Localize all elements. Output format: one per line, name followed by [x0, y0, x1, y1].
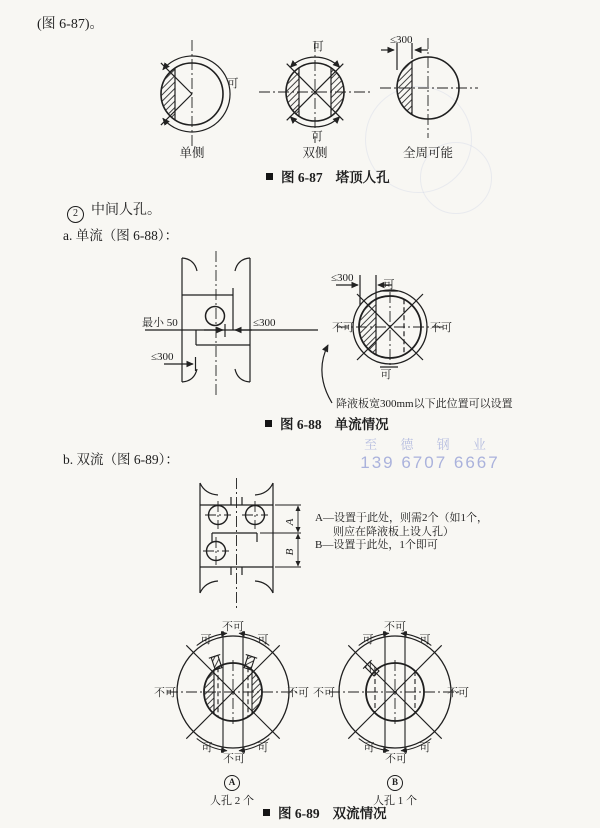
circled-b: B [387, 775, 403, 791]
tray-plan-single-flow [322, 275, 443, 403]
label-not-ok: 不可 [313, 687, 335, 699]
fig88-caption-title: 单流情况 [334, 417, 389, 432]
manhole-plan-full-circumference [380, 38, 478, 138]
fig87-caption-no: 图 6-87 [281, 170, 323, 185]
fig87-caption [266, 166, 390, 186]
label-not-ok: 不可 [287, 687, 309, 699]
fig87-sub-single: 单侧 [179, 146, 205, 160]
fig89-caption-title: 双流情况 [332, 806, 387, 821]
label-ok: 可 [201, 742, 213, 754]
fig89-caption-no: 图 6-89 [278, 806, 320, 821]
label-dim-300: ≤300 [331, 272, 354, 284]
column-elevation-double-flow [200, 478, 301, 610]
fig87-caption-title: 塔顶人孔 [335, 170, 390, 185]
item-a-heading: a. 单流（图 6-88）： [63, 228, 179, 243]
fig87-sub-double: 双侧 [302, 146, 328, 160]
circled-a: A [224, 775, 240, 791]
fig89-legend-a-line1: A—设置于此处，则需2个（如1个， [315, 512, 488, 524]
label-not-ok: 不可 [447, 687, 469, 699]
label-not-ok: 不可 [222, 621, 244, 633]
section-2-title: 中间人孔。 [91, 203, 161, 218]
watermark [360, 434, 500, 473]
fig89-legend-a-line2: 则应在降液板上设人孔） [333, 525, 454, 538]
watermark-line2: 139 6707 6667 [360, 453, 500, 472]
label-ok: 可 [257, 634, 269, 646]
watermark-line1: 至 德 钢 业 [364, 437, 496, 452]
label-ok: 可 [419, 634, 431, 646]
label-ok: 可 [311, 131, 323, 143]
label-dim-300: ≤300 [151, 351, 174, 363]
fig87-sub-full: 全周可能 [402, 146, 454, 160]
manhole-plan-double-side [259, 41, 372, 143]
dim-label-a: A [284, 518, 296, 526]
fig88-note: 降液板宽300mm以下此位置可以设置 [336, 398, 513, 410]
fig-6-88-drawing [140, 245, 500, 415]
label-dim-300: ≤300 [390, 34, 413, 46]
fig89-legend-b: B—设置于此处，1个即可 [315, 539, 438, 551]
label-ok: 可 [419, 742, 431, 754]
intro-text: (图 6-87)。 [37, 17, 104, 32]
label-ok: 可 [380, 369, 392, 381]
label-not-ok: 不可 [154, 687, 176, 699]
dim-label-b: B [284, 548, 296, 556]
label-ok: 可 [227, 78, 239, 90]
item-b-heading: b. 双流（图 6-89）： [63, 452, 179, 467]
label-dim-300: ≤300 [253, 317, 276, 329]
label-min-50: 最小 50 [142, 317, 178, 329]
tray-plan-circle-b [329, 631, 461, 753]
label-not-ok: 不可 [385, 753, 407, 765]
label-not-ok: 不可 [384, 621, 406, 633]
label-not-ok: 不可 [430, 322, 452, 334]
label-ok: 可 [383, 279, 395, 291]
circled-2: 2 [67, 206, 84, 223]
fig88-caption-no: 图 6-88 [280, 417, 322, 432]
fig89-legend [315, 512, 488, 553]
fig89-variant-b-label: 人孔 1 个 [373, 794, 417, 807]
label-ok: 可 [257, 742, 269, 754]
label-ok: 可 [363, 742, 375, 754]
tray-plan-circle-a [167, 631, 299, 753]
manhole-plan-single-side [161, 40, 230, 148]
section-2-heading [67, 199, 161, 223]
fig-6-89-plan-circles [140, 610, 470, 768]
label-ok: 可 [312, 41, 324, 53]
fig89-variant-a [192, 774, 272, 808]
label-not-ok: 不可 [332, 322, 354, 334]
fig89-caption [263, 802, 387, 822]
fig-6-87-drawing [135, 30, 505, 165]
label-ok: 可 [362, 634, 374, 646]
fig89-variant-a-label: 人孔 2 个 [210, 794, 254, 807]
caption-square-marker [263, 809, 270, 816]
fig88-caption [265, 413, 389, 433]
caption-square-marker [265, 420, 272, 427]
label-ok: 可 [200, 634, 212, 646]
label-not-ok: 不可 [223, 753, 245, 765]
caption-square-marker [266, 173, 273, 180]
